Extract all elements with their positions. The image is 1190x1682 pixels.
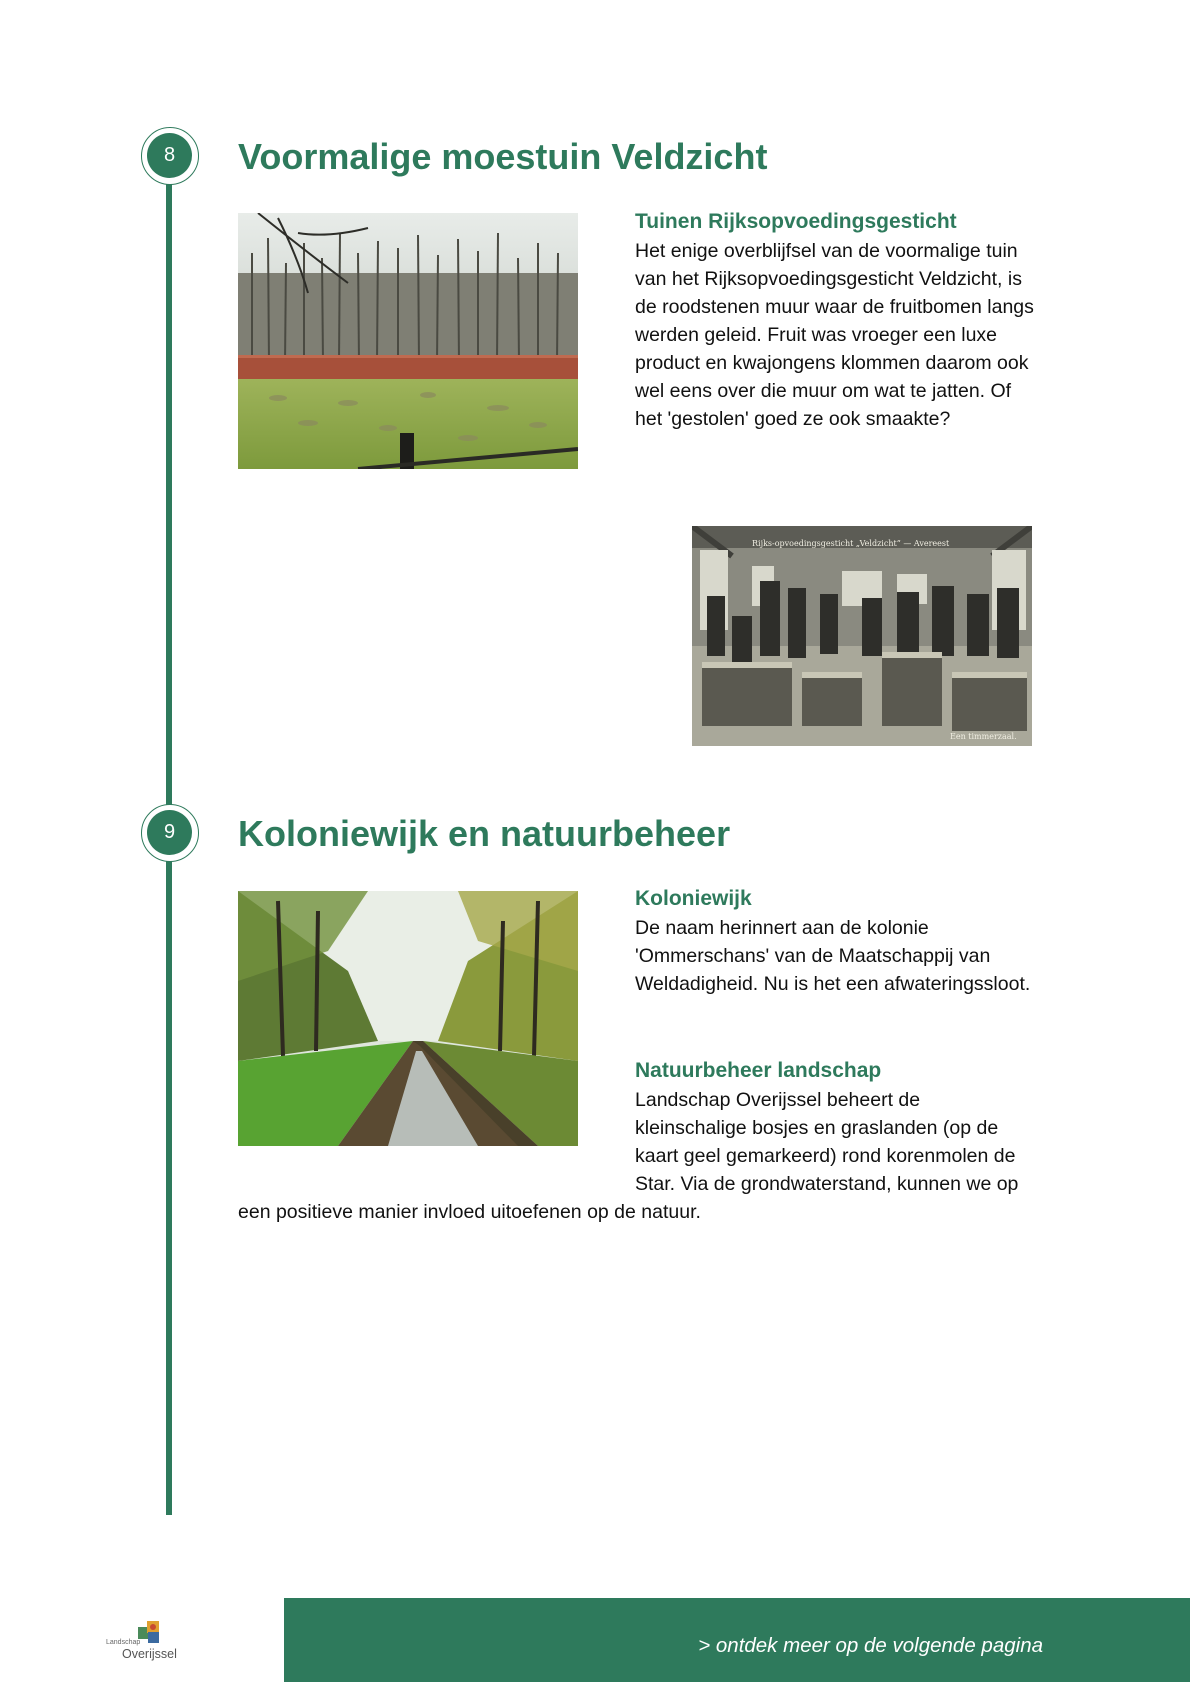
step-8-number: 8 [147,133,192,178]
natuurbeheer-line: kleinschalige bosjes en graslanden (op de [635,1117,999,1139]
logo-small-text: Landschap [106,1639,141,1646]
natuurbeheer-line: Landschap Overijssel beheert de [635,1089,921,1111]
logo-name-text: Overijssel [122,1647,177,1661]
photo-garden-wall [238,213,578,469]
archive-caption: Rijks-opvoedingsgesticht „Veldzicht” — Avereest [752,539,950,548]
step-9-marker [141,804,199,862]
paragraph-tuinen: Het enige overblijfsel van de voormalige tuin van het Rijksopvoedingsgesticht Veldzicht, is de roodstenen muur waar de fruitbomen langs werden geleid. Fruit was vroeger een luxe product en kwajongens klommen daarom ook wel eens over die muur om wat te jatten. Of het 'gestolen' goed ze ook smaakte? [635,240,1034,430]
paragraph-koloniewijk: De naam herinnert aan de kolonie 'Ommerschans' van de Maatschappij van Weldadigheid. Nu is het een afwateringssloot. [635,917,1031,995]
natuurbeheer-line: kaart geel gemarkeerd) rond korenmolen de [635,1145,1016,1167]
next-page-link[interactable]: > ontdek meer op de volgende pagina [698,1634,1043,1657]
natuurbeheer-block [238,1056,1038,1226]
sub-heading-natuurbeheer: Natuurbeheer landschap [635,1059,882,1082]
section-9-title: Koloniewijk en natuurbeheer [238,813,731,854]
photo-historic-workshop [692,526,1032,746]
footer-bar [284,1598,1190,1682]
step-9-number: 9 [147,810,192,855]
natuurbeheer-line: een positieve manier invloed uitoefenen op de natuur. [238,1201,701,1223]
natuurbeheer-line: Star. Via de grondwaterstand, kunnen we op [635,1173,1019,1195]
step-8-marker [141,127,199,185]
sub-heading-koloniewijk: Koloniewijk [635,887,752,910]
archive-subcaption: Een timmerzaal. [950,732,1017,741]
landschap-overijssel-logo [104,1620,184,1666]
section-9-text [635,884,1035,998]
logo-emblem-icon [138,1621,162,1645]
section-8-text [635,207,1035,433]
sub-heading-tuinen: Tuinen Rijksopvoedingsgesticht [635,210,957,233]
section-8-title: Voormalige moestuin Veldzicht [238,136,768,177]
